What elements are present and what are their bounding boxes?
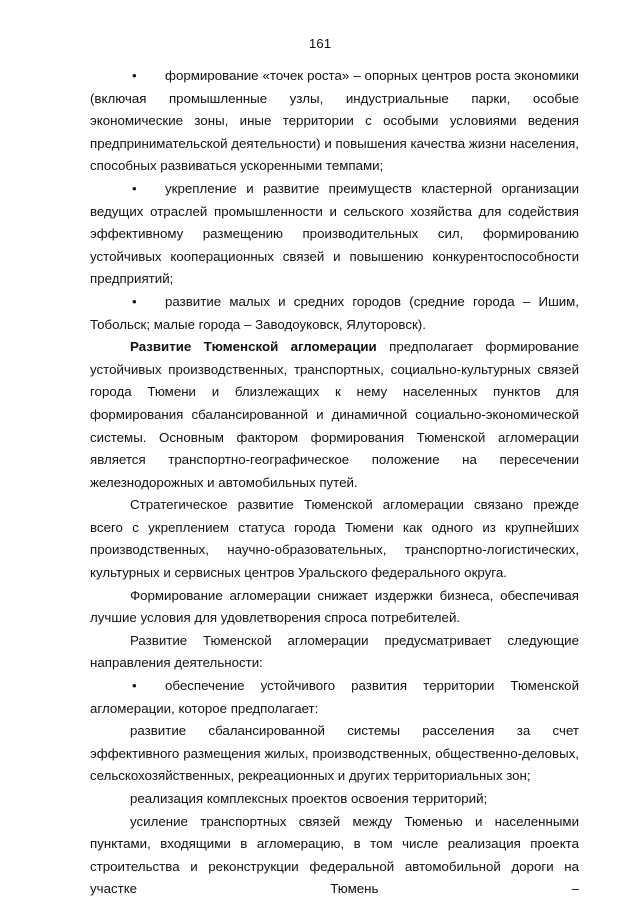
paragraph-settlement: развитие сбалансированной системы расселения за счет эффективного размещения жилых, производственных, общественно-деловых, сельскохозяйственных, рекреационных и других территориальных зон; (90, 723, 579, 784)
paragraph-transport: усиление транспортных связей между Тюменью и населенными пунктами, входящими в агломерацию, в том числе реализация проекта строительства и реконструкции федеральной автомобильной дороги на участке Тюмень – (90, 813, 579, 897)
bullet-icon: • (132, 68, 137, 83)
paragraph-projects: реализация комплексных проектов освоения территорий; (130, 791, 488, 806)
bullet-item-small-towns (90, 291, 579, 336)
bullet-first-line: укрепление и развитие преимуществ кластерной организации (165, 180, 579, 196)
bullet-icon: • (132, 293, 137, 309)
paragraph-costs: Формирование агломерации снижает издержки бизнеса, обеспечивая лучшие условия для удовлетворения спроса потребителей. (90, 587, 579, 626)
paragraph-directions: Развитие Тюменской агломерации предусматривает следующие направления деятельности: (90, 632, 579, 671)
agglomeration-heading: Развитие Тюменской агломерации (130, 339, 377, 355)
body-text (90, 65, 579, 901)
bullet-continuation: ведущих отраслей промышленности и сельского хозяйства для содействия эффективному размещению производительных сил, формированию устойчивых кооперационных связей и повышению конкурентоспособности предприятий; (90, 203, 579, 287)
bullet-first-line: обеспечение устойчивого развития территории Тюменской (165, 678, 579, 694)
bullet-icon: • (132, 180, 137, 196)
agglomeration-text: предполагает формирование устойчивых производственных, транспортных, социально-культурных связей города Тюмени и близлежащих к нему населенных пунктов для формирования сбалансированной и динамичной социально-экономической системы. Основным фактором формирования Тюменской агломерации является транспортно-географическое положение на пересечении железнодорожных и автомобильных путей. (90, 339, 579, 490)
bullet-continuation: Тобольск; малые города – Заводоуковск, Ялуторовск). (90, 316, 426, 332)
page-number: 161 (308, 36, 332, 51)
bullet-first-line: развитие малых и средних городов (средние города – Ишим, (165, 293, 579, 309)
bullet-item-growth-points (90, 65, 579, 178)
bullet-item-cluster (90, 178, 579, 291)
bullet-icon: • (132, 678, 137, 694)
bullet-first-line: формирование «точек роста» – опорных центров роста экономики (165, 68, 579, 83)
bullet-continuation: агломерации, которое предполагает: (90, 700, 319, 716)
bullet-item-sustainable (90, 675, 579, 720)
paragraph-agglomeration (90, 336, 579, 494)
bullet-continuation: (включая промышленные узлы, индустриальные парки, особые экономические зоны, иные территории с особыми условиями ведения предпринимательской деятельности) и повышения качества жизни населения, способных развиваться ускоренными темпами; (90, 90, 579, 174)
paragraph-strategic: Стратегическое развитие Тюменской агломерации связано прежде всего с укреплением статуса города Тюмени как одного из крупнейших производственных, научно-образовательных, транспортно-логистических, культурных и сервисных центров Уральского федерального округа. (90, 497, 579, 581)
